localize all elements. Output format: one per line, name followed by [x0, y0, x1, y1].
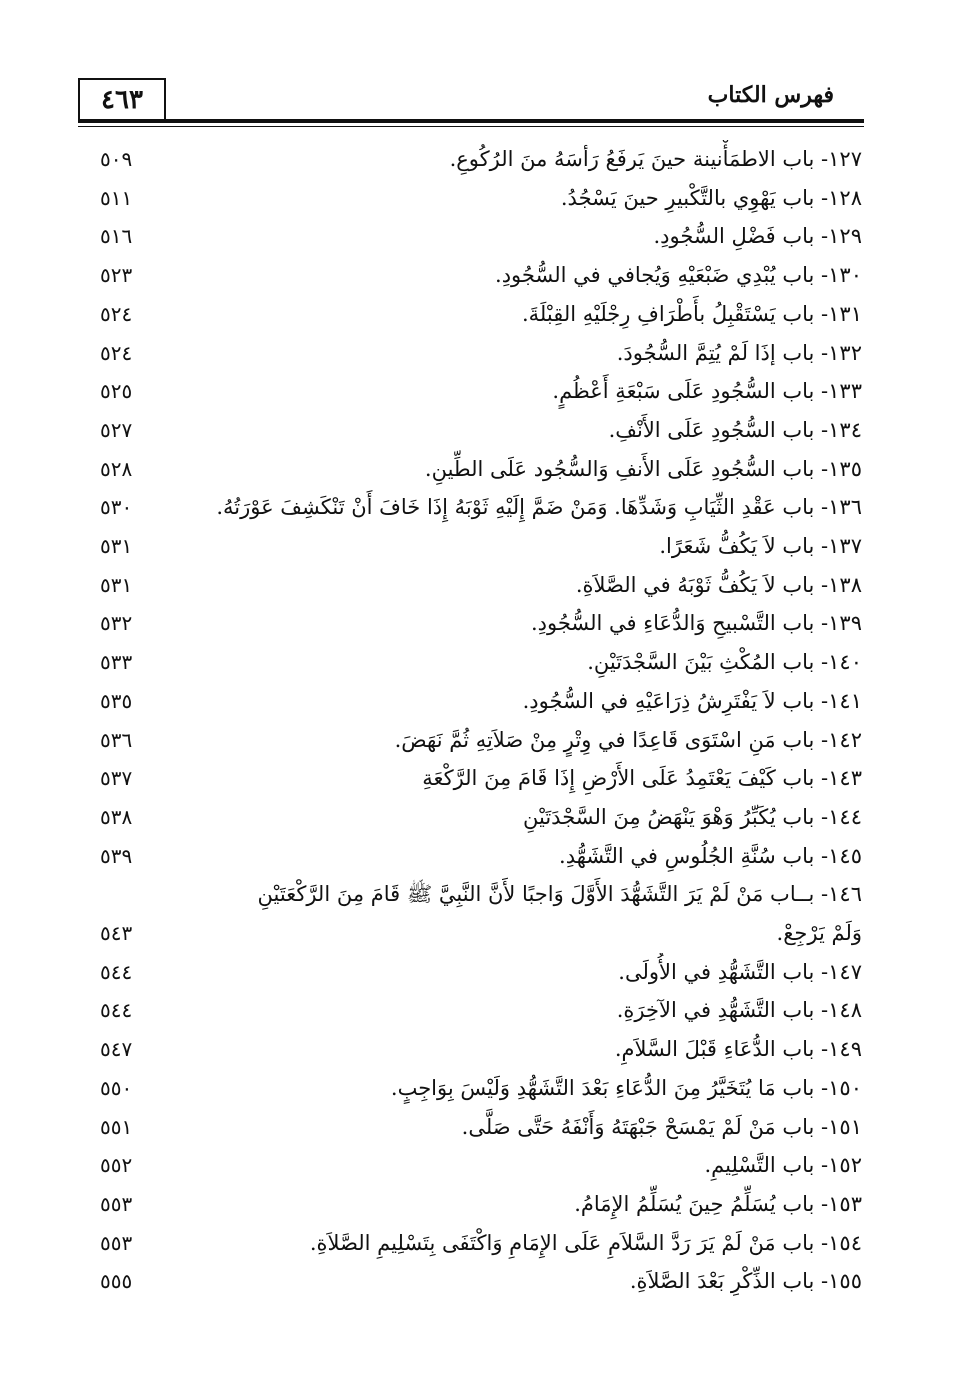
- toc-chapter-title: ١٤٥- باب سُنَّةِ الجُلُوسِ في التَّشَهُّدِ.: [559, 843, 862, 868]
- toc-entry: [100, 991, 866, 1030]
- toc-page-number: ٥٢٨: [100, 456, 133, 481]
- toc-entry: [100, 721, 866, 760]
- toc-page-number: ٥٤٤: [100, 959, 133, 984]
- toc-chapter-title: ١٤٩- باب الدُّعَاءِ قَبْلَ السَّلاَمِ.: [614, 1037, 862, 1062]
- toc-chapter-title: ١٥٤- باب مَنْ لَمْ يَرَ رَدَّ السَّلاَمِ عَلَى الإِمَامِ وَاكْتَفَى بِتَسْلِيمِ الصَّلاَةِ.: [309, 1230, 862, 1255]
- toc-page-number: ٥٣٨: [100, 804, 133, 829]
- toc-entry: [100, 798, 866, 837]
- toc-entry: [100, 217, 866, 256]
- toc-page-number: ٥١٦: [100, 224, 133, 249]
- toc-entry: [100, 140, 866, 179]
- toc-entry: [100, 759, 866, 798]
- toc-chapter-title: ١٤٢- باب مَنِ اسْتَوَى قَاعِدًا في وِتْرٍ مِنْ صَلاَتِهِ ثُمَّ نَهَضَ.: [394, 727, 862, 752]
- page-header: [78, 78, 864, 124]
- toc-entry: [100, 295, 866, 334]
- page-number: ٤٦٣: [101, 85, 143, 115]
- toc-chapter-title: ١٢٧- باب الاطمَأْنينة حينَ يَرفَعُ رَأسَهُ منَ الرُكُوعِ.: [449, 147, 862, 171]
- toc-page-number: ٥٣٥: [100, 688, 133, 713]
- toc-chapter-title: ١٣٣- باب السُّجُودِ عَلَى سَبْعَةِ أَعْظُمٍ.: [552, 379, 862, 404]
- table-of-contents: [100, 140, 866, 1301]
- toc-entry: [100, 566, 866, 605]
- toc-entry: [100, 1108, 866, 1147]
- toc-page-number: ٥٥٣: [100, 1191, 133, 1216]
- toc-page-number: ٥١١: [100, 185, 133, 210]
- running-title: فهرس الكتاب: [707, 82, 834, 108]
- toc-entry: [100, 527, 866, 566]
- toc-entry: [100, 1146, 866, 1185]
- toc-page-number: ٥٥٢: [100, 1153, 133, 1178]
- toc-page-number: ٥٤٣: [100, 921, 133, 946]
- toc-entry: [100, 334, 866, 373]
- toc-page-number: ٥٣٧: [100, 766, 133, 791]
- toc-entry: [100, 372, 866, 411]
- toc-chapter-title: ١٣٢- باب إذَا لَمْ يُتِمَّ السُّجُودَ.: [616, 340, 862, 365]
- toc-chapter-title: ١٤٧- باب التَّشَهُّدِ في الأُولَى.: [618, 959, 862, 984]
- toc-entry: [100, 1030, 866, 1069]
- toc-page-number: ٥٤٧: [100, 1037, 133, 1062]
- toc-page-number: ٥٣٣: [100, 650, 133, 675]
- toc-entry: [100, 682, 866, 721]
- header-rule-thin: [78, 126, 864, 127]
- toc-page-number: ٥٢٤: [100, 340, 133, 365]
- toc-page-number: ٥٣١: [100, 572, 133, 597]
- toc-chapter-title: ١٣٨- باب لاَ يَكُفُّ ثَوْبَهُ في الصَّلاَةِ.: [575, 572, 862, 597]
- toc-page-number: ٥٥٣: [100, 1230, 133, 1255]
- toc-chapter-title: ١٣١- باب يَسْتَقْبِلُ بأَطْرَافِ رِجْلَيْهِ القِبْلَةَ.: [521, 301, 862, 326]
- toc-chapter-title: ١٣٧- باب لاَ يَكُفُّ شَعَرًا.: [659, 534, 862, 559]
- toc-entry: [100, 450, 866, 489]
- toc-chapter-title: ١٥٠- باب مَا يُتَخَيَّرُ مِنَ الدُّعَاءِ بَعْدَ التَّشَهُّدِ وَلَيْسَ بِوَاجِبٍ.: [390, 1075, 862, 1100]
- toc-chapter-title: ١٥٢- باب التَّسْلِيمِ.: [704, 1153, 862, 1178]
- toc-page-number: ٥٤٤: [100, 998, 133, 1023]
- toc-entry: [100, 1069, 866, 1108]
- toc-chapter-title: ١٤٤- باب يُكَبِّرُ وَهْوَ يَنْهَضُ مِنَ السَّجْدَتَيْنِ: [523, 804, 862, 829]
- toc-chapter-title: ١٣٩- باب التَّسْبيحِ وَالدُّعَاءِ في السُّجُودِ.: [530, 611, 862, 636]
- page-number-box: [78, 78, 166, 120]
- toc-chapter-title-line: ١٤٦- بــاب مَنْ لَمْ يَرَ التَّشَهُّدَ الأَوَّلَ وَاجبًا لأَنَّ النَّبِيَّ ﷺ قَامَ مِنَ الرَّكْعَتَيْنِ: [257, 882, 862, 907]
- toc-chapter-title: ١٤١- باب لاَ يَفْتَرِشُ ذِرَاعَيْهِ في السُّجُودِ.: [522, 688, 862, 713]
- header-rule-thick: [78, 119, 864, 123]
- toc-chapter-title: ١٤٣- باب كَيْفَ يَعْتَمِدُ عَلَى الأَرْضِ إِذَا قَامَ مِنَ الرَّكْعَةِ: [422, 766, 862, 791]
- toc-chapter-title: ١٣٠- باب يُبْدِي ضَبْعَيْهِ وَيُجافي في السُّجُودِ.: [495, 263, 862, 288]
- toc-chapter-title: ١٥٣- باب يُسَلِّمُ حِينَ يُسَلِّمُ الإِمَامُ.: [574, 1191, 862, 1216]
- toc-page-number: ٥٥١: [100, 1114, 133, 1139]
- toc-chapter-title: ١٢٩- باب فَضْلِ السُّجُودِ.: [653, 224, 862, 249]
- toc-page-number: ٥٣١: [100, 534, 133, 559]
- toc-entry: [100, 488, 866, 527]
- toc-chapter-title: [170, 875, 866, 952]
- toc-entry: [100, 953, 866, 992]
- toc-page-number: ٥٣٦: [100, 727, 133, 752]
- toc-entry: [100, 875, 866, 952]
- toc-entry: [100, 1224, 866, 1263]
- toc-entry: [100, 1185, 866, 1224]
- toc-page-number: ٥٥٥: [100, 1269, 133, 1294]
- toc-page-number: ٥٢٤: [100, 301, 133, 326]
- toc-chapter-title: ١٥٥- باب الذِّكْرِ بَعْدَ الصَّلاَةِ.: [629, 1269, 862, 1294]
- toc-chapter-title: ١٣٥- باب السُّجُودِ عَلَى الأَنفِ وَالسُّجُود عَلَى الطِّينِ.: [424, 456, 862, 481]
- toc-entry: [100, 604, 866, 643]
- toc-page-number: ٥٥٠: [100, 1075, 133, 1100]
- toc-page-number: ٥٣٠: [100, 495, 133, 520]
- toc-page-number: ٥٢٥: [100, 379, 133, 404]
- toc-page-number: ٥٠٩: [100, 147, 133, 171]
- toc-chapter-title: ١٤٨- باب التَّشَهُّدِ في الآخِرَةِ.: [616, 998, 862, 1023]
- toc-entry: [100, 1262, 866, 1301]
- toc-entry: [100, 256, 866, 295]
- toc-entry: [100, 179, 866, 218]
- toc-entry: [100, 411, 866, 450]
- toc-page-number: ٥٢٣: [100, 263, 133, 288]
- toc-chapter-title: ١٢٨- باب يَهْوِي بالتَّكْبيرِ حينَ يَسْجُدُ.: [560, 185, 862, 210]
- toc-chapter-title: ١٤٠- باب المُكْثِ بَيْنَ السَّجْدَتَيْنِ.: [587, 650, 862, 675]
- toc-chapter-title: ١٣٦- باب عَقْدِ الثِّيَابِ وَشَدِّهَا. وَمَنْ ضَمَّ إِلَيْهِ ثَوْبَهُ إِذَا خَافَ أَنْ تَنْكَشِفَ عَوْرَتُهُ.: [216, 495, 862, 520]
- toc-page-number: ٥٢٧: [100, 417, 133, 442]
- toc-chapter-title: ١٣٤- باب السُّجُودِ عَلَى الأَنْفِ.: [608, 417, 862, 442]
- toc-chapter-title-line: وَلَمْ يَرْجِعْ.: [776, 921, 862, 946]
- toc-page-number: ٥٣٩: [100, 843, 133, 868]
- toc-entry: [100, 643, 866, 682]
- toc-chapter-title: ١٥١- باب مَنْ لَمْ يَمْسَحْ جَبْهَتَهُ وَأَنْفَهُ حَتَّى صَلَّى.: [461, 1114, 862, 1139]
- toc-entry: [100, 837, 866, 876]
- toc-page-number: ٥٣٢: [100, 611, 133, 636]
